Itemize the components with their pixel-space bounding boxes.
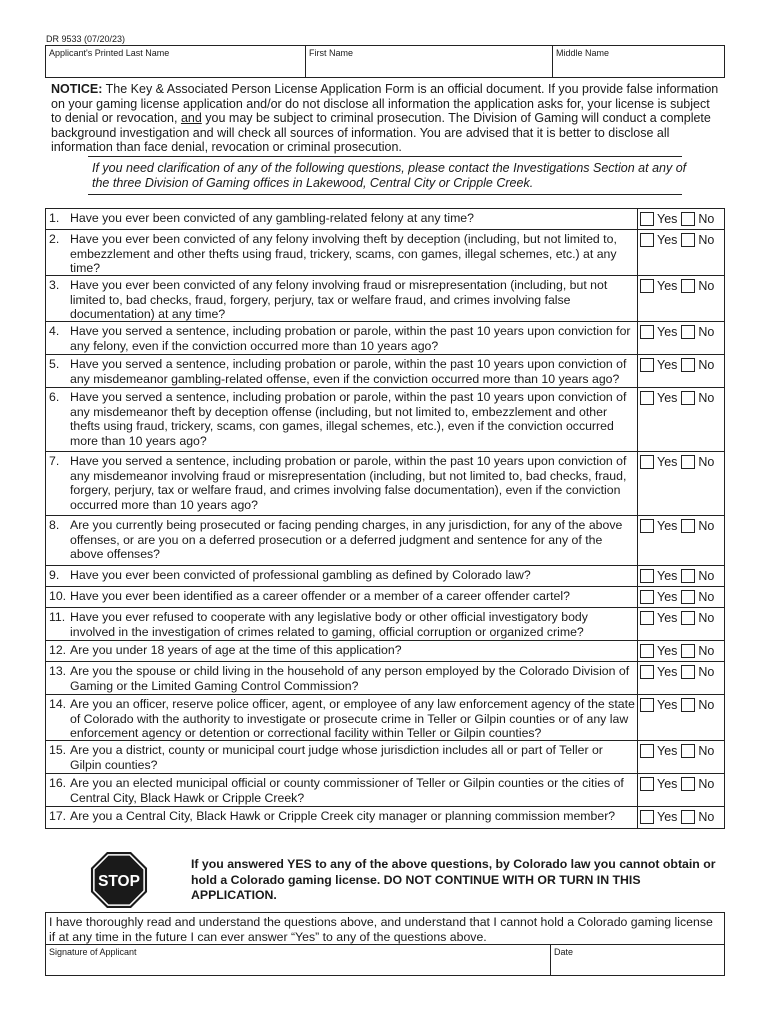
- yes-option[interactable]: [640, 665, 677, 679]
- question-row: [46, 641, 724, 662]
- notice-underlined-word: and: [180, 111, 202, 125]
- question-row: [46, 566, 724, 587]
- no-checkbox[interactable]: [681, 358, 695, 372]
- yes-option[interactable]: [640, 590, 677, 604]
- yes-label: Yes: [657, 698, 678, 712]
- no-label: No: [698, 279, 715, 293]
- questions-table: [45, 208, 725, 829]
- no-checkbox[interactable]: [681, 611, 695, 625]
- question-text: Are you currently being prosecuted or facing pending charges, in any jurisdiction, for any of the above offenses, or are you on a deferred prosecution or a deferred judgment and sentence for any of the above offenses?: [70, 518, 623, 561]
- yes-label: Yes: [657, 644, 678, 658]
- question-text: Have you ever refused to cooperate with any legislative body or other official investigatory body involved in the investigation of crimes related to gaming, official corruption or organized crime?: [70, 610, 588, 639]
- date-label: Date: [554, 947, 574, 957]
- yes-option[interactable]: [640, 325, 677, 339]
- signature-field[interactable]: [46, 945, 551, 975]
- yes-label: Yes: [657, 590, 678, 604]
- question-number: 4.: [49, 324, 60, 338]
- date-field[interactable]: [551, 945, 724, 975]
- no-option[interactable]: [681, 590, 714, 604]
- yes-checkbox[interactable]: [640, 233, 654, 247]
- yes-option[interactable]: [640, 233, 677, 247]
- no-label: No: [698, 569, 715, 583]
- question-row: [46, 608, 724, 641]
- no-checkbox[interactable]: [681, 590, 695, 604]
- yes-checkbox[interactable]: [640, 744, 654, 758]
- signature-section: [45, 912, 725, 976]
- first-name-field[interactable]: [305, 46, 552, 77]
- question-number: 8.: [49, 518, 60, 532]
- clarification-text: If you need clarification of any of the following questions, please contact the Investigations Section at any of the three Division of Gaming offices in Lakewood, Central City or Cripple Creek.: [92, 161, 687, 190]
- no-option[interactable]: [681, 698, 714, 712]
- yes-label: Yes: [657, 777, 678, 791]
- question-text: Are you under 18 years of age at the time of this application?: [70, 643, 402, 657]
- no-option[interactable]: [681, 569, 714, 583]
- middle-name-label: Middle Name: [556, 48, 610, 58]
- answer-options: [637, 388, 724, 451]
- no-checkbox[interactable]: [681, 233, 695, 247]
- no-option[interactable]: [681, 644, 714, 658]
- last-name-field[interactable]: [46, 46, 305, 77]
- name-fields: [45, 45, 725, 78]
- question-row: [46, 322, 724, 355]
- question-number: 7.: [49, 454, 60, 468]
- yes-checkbox[interactable]: [640, 358, 654, 372]
- question-text: Have you ever been convicted of professional gambling as defined by Colorado law?: [70, 568, 531, 582]
- answer-options: [637, 608, 724, 640]
- no-option[interactable]: [681, 611, 714, 625]
- stop-sign-icon: [90, 851, 148, 909]
- question-number: 14.: [49, 697, 67, 711]
- no-label: No: [698, 590, 715, 604]
- yes-checkbox[interactable]: [640, 810, 654, 824]
- no-checkbox[interactable]: [681, 455, 695, 469]
- yes-checkbox[interactable]: [640, 212, 654, 226]
- answer-options: [637, 695, 724, 740]
- question-text: Have you ever been convicted of any felony involving fraud or misrepresentation (including, but not limited to, bad checks, fraud, forgery, perjury, tax or welfare fraud, and crimes involving false documentation) at any time?: [70, 278, 608, 321]
- no-label: No: [698, 233, 715, 247]
- no-label: No: [698, 611, 715, 625]
- yes-option[interactable]: [640, 744, 677, 758]
- signature-row: [46, 944, 724, 975]
- yes-label: Yes: [657, 744, 678, 758]
- notice-paragraph: [51, 82, 719, 155]
- answer-options: [637, 741, 724, 773]
- question-text: Have you served a sentence, including probation or parole, within the past 10 years upon conviction of any misdemeanor involving fraud or misrepresentation (including, but not limited to, bad checks, fraud, forgery, perjury, tax or welfare fraud, and crimes involving false documentation), even if the conviction occurred more than 10 years ago?: [70, 454, 627, 512]
- first-name-label: First Name: [309, 48, 354, 58]
- answer-options: [637, 276, 724, 321]
- question-number: 9.: [49, 568, 60, 582]
- no-option[interactable]: [681, 391, 714, 405]
- yes-label: Yes: [657, 665, 678, 679]
- no-label: No: [698, 391, 715, 405]
- no-checkbox[interactable]: [681, 744, 695, 758]
- last-name-label: Applicant's Printed Last Name: [49, 48, 170, 58]
- no-option[interactable]: [681, 665, 714, 679]
- no-label: No: [698, 698, 715, 712]
- no-option[interactable]: [681, 358, 714, 372]
- signature-label: Signature of Applicant: [49, 947, 137, 957]
- question-text: Have you served a sentence, including probation or parole, within the past 10 years upon conviction for any felony, even if the conviction occurred more than 10 years ago?: [70, 324, 631, 353]
- question-number: 16.: [49, 776, 67, 790]
- question-number: 17.: [49, 809, 67, 823]
- question-text: Have you ever been identified as a career offender or a member of a career offender cartel?: [70, 589, 570, 603]
- question-number: 10.: [49, 589, 67, 603]
- no-option[interactable]: [681, 777, 714, 791]
- answer-options: [637, 641, 724, 661]
- question-number: 11.: [49, 610, 66, 624]
- no-option[interactable]: [681, 325, 714, 339]
- yes-option[interactable]: [640, 777, 677, 791]
- yes-checkbox[interactable]: [640, 665, 654, 679]
- yes-label: Yes: [657, 519, 678, 533]
- question-text: Are you a Central City, Black Hawk or Cripple Creek city manager or planning commission member?: [70, 809, 616, 823]
- question-row: [46, 774, 724, 807]
- question-row: [46, 209, 724, 230]
- divider: [88, 156, 682, 157]
- question-row: [46, 388, 724, 452]
- question-number: 13.: [49, 664, 67, 678]
- yes-label: Yes: [657, 611, 678, 625]
- answer-options: [637, 516, 724, 565]
- answer-options: [637, 209, 724, 229]
- question-row: [46, 807, 724, 828]
- yes-option[interactable]: [640, 455, 677, 469]
- signature-statement: I have thoroughly read and understand the questions above, and understand that I cannot hold a Colorado gaming license if at any time in the future I can ever answer “Yes” to any of the questions above.: [49, 915, 713, 944]
- question-row: [46, 230, 724, 276]
- yes-option[interactable]: [640, 810, 677, 824]
- no-checkbox[interactable]: [681, 777, 695, 791]
- answer-options: [637, 587, 724, 607]
- answer-options: [637, 230, 724, 275]
- no-label: No: [698, 644, 715, 658]
- answer-options: [637, 662, 724, 694]
- no-checkbox[interactable]: [681, 325, 695, 339]
- yes-label: Yes: [657, 212, 678, 226]
- no-option[interactable]: [681, 279, 714, 293]
- yes-checkbox[interactable]: [640, 590, 654, 604]
- yes-option[interactable]: [640, 644, 677, 658]
- no-checkbox[interactable]: [681, 569, 695, 583]
- question-text: Have you ever been convicted of any felony involving theft by deception (including, but not limited to, embezzlement and other thefts using fraud, trickery, scams, con games, illegal schemes, etc.) at any time?: [70, 232, 617, 275]
- yes-option[interactable]: [640, 391, 677, 405]
- yes-label: Yes: [657, 233, 678, 247]
- question-number: 15.: [49, 743, 67, 757]
- question-text: Have you served a sentence, including probation or parole, within the past 10 years upon conviction of any misdemeanor gambling-related offense, even if the conviction occurred more than 10 years ago?: [70, 357, 627, 386]
- question-row: [46, 355, 724, 388]
- answer-options: [637, 452, 724, 515]
- question-text: Are you the spouse or child living in the household of any person employed by the Colorado Division of Gaming or the Limited Gaming Control Commission?: [70, 664, 630, 693]
- question-text: Are you an elected municipal official or county commissioner of Teller or Gilpin counties or the cities of Central City, Black Hawk or Cripple Creek?: [70, 776, 624, 805]
- stop-warning: If you answered YES to any of the above questions, by Colorado law you cannot obtain or hold a Colorado gaming license. DO NOT CONTINUE WITH OR TURN IN THIS APPLICATION.: [191, 857, 716, 902]
- yes-label: Yes: [657, 569, 678, 583]
- question-row: [46, 695, 724, 741]
- no-label: No: [698, 325, 715, 339]
- question-row: [46, 516, 724, 566]
- yes-checkbox[interactable]: [640, 325, 654, 339]
- question-number: 1.: [49, 211, 60, 225]
- no-checkbox[interactable]: [681, 391, 695, 405]
- notice-text-after: you may be subject to criminal prosecution. The Division of Gaming will conduct a complete background investigation and will check all sources of information. You are advised that it is better to disclose all information than face denial, revocation or criminal prosecution.: [51, 111, 711, 154]
- yes-checkbox[interactable]: [640, 611, 654, 625]
- question-number: 2.: [49, 232, 60, 246]
- question-row: [46, 662, 724, 695]
- yes-option[interactable]: [640, 519, 677, 533]
- answer-options: [637, 774, 724, 806]
- yes-checkbox[interactable]: [640, 519, 654, 533]
- yes-label: Yes: [657, 391, 678, 405]
- question-row: [46, 741, 724, 774]
- answer-options: [637, 807, 724, 828]
- answer-options: [637, 355, 724, 387]
- yes-checkbox[interactable]: [640, 391, 654, 405]
- yes-label: Yes: [657, 358, 678, 372]
- yes-label: Yes: [657, 279, 678, 293]
- no-checkbox[interactable]: [681, 212, 695, 226]
- yes-checkbox[interactable]: [640, 279, 654, 293]
- yes-option[interactable]: [640, 212, 677, 226]
- question-number: 3.: [49, 278, 60, 292]
- yes-option[interactable]: [640, 569, 677, 583]
- no-checkbox[interactable]: [681, 665, 695, 679]
- form-id: DR 9533 (07/20/23): [46, 34, 126, 44]
- yes-option[interactable]: [640, 698, 677, 712]
- no-label: No: [698, 455, 715, 469]
- yes-checkbox[interactable]: [640, 644, 654, 658]
- yes-checkbox[interactable]: [640, 569, 654, 583]
- yes-option[interactable]: [640, 358, 677, 372]
- question-text: Are you an officer, reserve police officer, agent, or employee of any law enforcement agency of the state of Colorado with the authority to investigate or prosecute crime in Teller or Gilpin counties or of any law enforcement agency or detention or correctional facility within Teller or Gilpin counties?: [70, 697, 635, 740]
- yes-label: Yes: [657, 455, 678, 469]
- notice-label: NOTICE:: [51, 82, 103, 96]
- no-checkbox[interactable]: [681, 644, 695, 658]
- no-label: No: [698, 212, 715, 226]
- no-checkbox[interactable]: [681, 698, 695, 712]
- question-number: 6.: [49, 390, 60, 404]
- yes-checkbox[interactable]: [640, 777, 654, 791]
- no-checkbox[interactable]: [681, 519, 695, 533]
- notice-text-before: The Key & Associated Person License Application Form is an official document. If you provide false information on your gaming license application and/or do not disclose all information the application asks for, your license is subject to denial or revocation,: [51, 82, 719, 125]
- yes-checkbox[interactable]: [640, 455, 654, 469]
- question-number: 5.: [49, 357, 60, 371]
- no-checkbox[interactable]: [681, 279, 695, 293]
- no-label: No: [698, 744, 715, 758]
- yes-option[interactable]: [640, 611, 677, 625]
- no-option[interactable]: [681, 744, 714, 758]
- no-option[interactable]: [681, 212, 714, 226]
- yes-option[interactable]: [640, 279, 677, 293]
- no-option[interactable]: [681, 810, 714, 824]
- answer-options: [637, 322, 724, 354]
- question-row: [46, 587, 724, 608]
- no-label: No: [698, 519, 715, 533]
- no-label: No: [698, 777, 715, 791]
- question-text: Have you served a sentence, including probation or parole, within the past 10 years upon conviction of any misdemeanor theft by deception offense (including, but not limited to, embezzlement and other thefts using fraud, trickery, scams, con games, illegal schemes, etc.), even if the conviction occurred more than 10 years ago?: [70, 390, 627, 448]
- no-option[interactable]: [681, 233, 714, 247]
- question-text: Are you a district, county or municipal court judge whose jurisdiction includes all or part of Teller or Gilpin counties?: [70, 743, 603, 772]
- no-option[interactable]: [681, 455, 714, 469]
- divider: [88, 194, 682, 195]
- question-row: [46, 276, 724, 322]
- no-label: No: [698, 665, 715, 679]
- middle-name-field[interactable]: [552, 46, 724, 77]
- question-text: Have you ever been convicted of any gambling-related felony at any time?: [70, 211, 474, 225]
- no-checkbox[interactable]: [681, 810, 695, 824]
- no-label: No: [698, 358, 715, 372]
- yes-label: Yes: [657, 325, 678, 339]
- no-option[interactable]: [681, 519, 714, 533]
- question-number: 12.: [49, 643, 67, 657]
- no-label: No: [698, 810, 715, 824]
- stop-sign-text: STOP: [98, 872, 140, 890]
- question-row: [46, 452, 724, 516]
- yes-checkbox[interactable]: [640, 698, 654, 712]
- yes-label: Yes: [657, 810, 678, 824]
- answer-options: [637, 566, 724, 586]
